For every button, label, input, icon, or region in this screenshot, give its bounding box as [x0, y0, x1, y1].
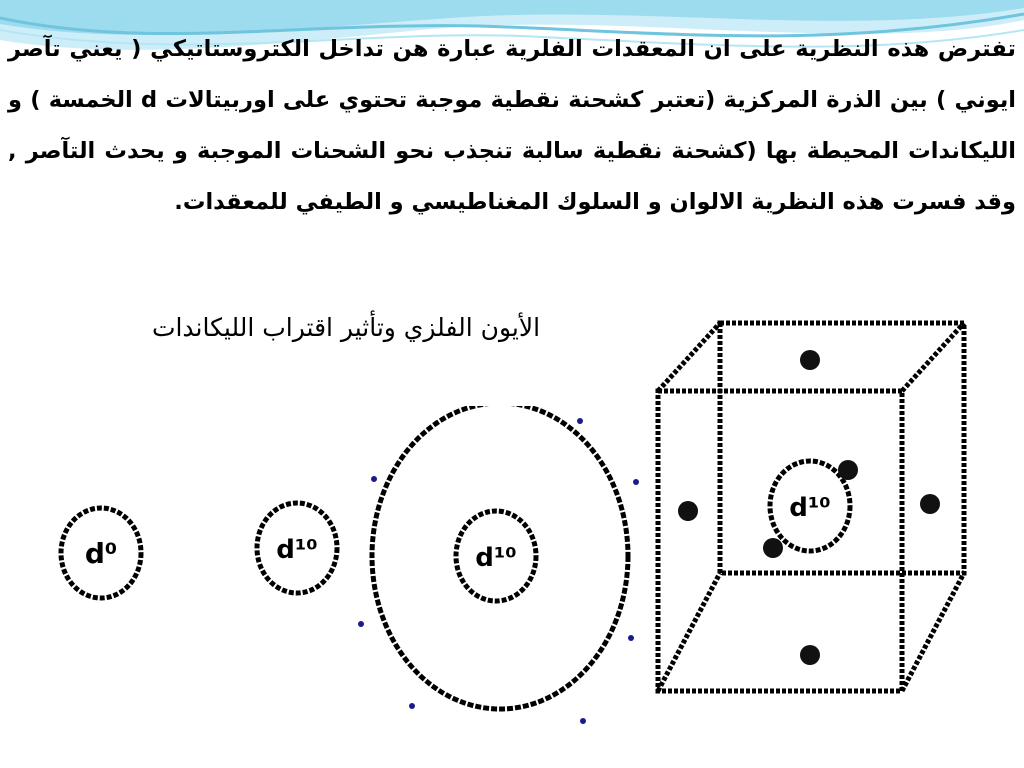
ligand-dot	[763, 538, 783, 558]
ion-label-2: d¹⁰	[276, 535, 318, 565]
ligand-dot	[920, 494, 940, 514]
ligand-dot	[633, 479, 639, 485]
theory-paragraph: تفترض هذه النظرية على ان المعقدات الفلرية عبارة هن تداخل الكتروستاتيكي ( يعني تآصر ايوني ) بين الذرة المركزية (تعتبر كشحنة نقطية موجبة تحتوي على اوربيتالات d الخمسة ) و الليكاندات المحيطة بها (كشحنة نقطية سالبة تنجذب نحو الشحنات الموجبة و يحدث التآصر , وقد فسرت هذه النظرية الالوان و السلوك المغناطيسي و الطيفي للمعقدات.	[8, 36, 1016, 215]
ion-label-1: d⁰	[84, 537, 118, 570]
ligand-dot	[800, 350, 820, 370]
ligand-dot	[409, 703, 415, 709]
ligand-dot	[580, 718, 586, 724]
ion-label-4: d¹⁰	[789, 493, 831, 523]
ligand-dot	[800, 645, 820, 665]
ligand-dot	[358, 621, 364, 627]
caption-box	[137, 298, 555, 406]
ligand-dot	[678, 501, 698, 521]
diagram-caption: الأيون الفلزي وتأثير اقتراب الليكاندات	[151, 313, 541, 342]
ligand-dot	[838, 460, 858, 480]
ligand-dot	[628, 635, 634, 641]
ligand-dot	[577, 418, 583, 424]
ion-label-3: d¹⁰	[475, 543, 517, 573]
ligand-dot	[371, 476, 377, 482]
